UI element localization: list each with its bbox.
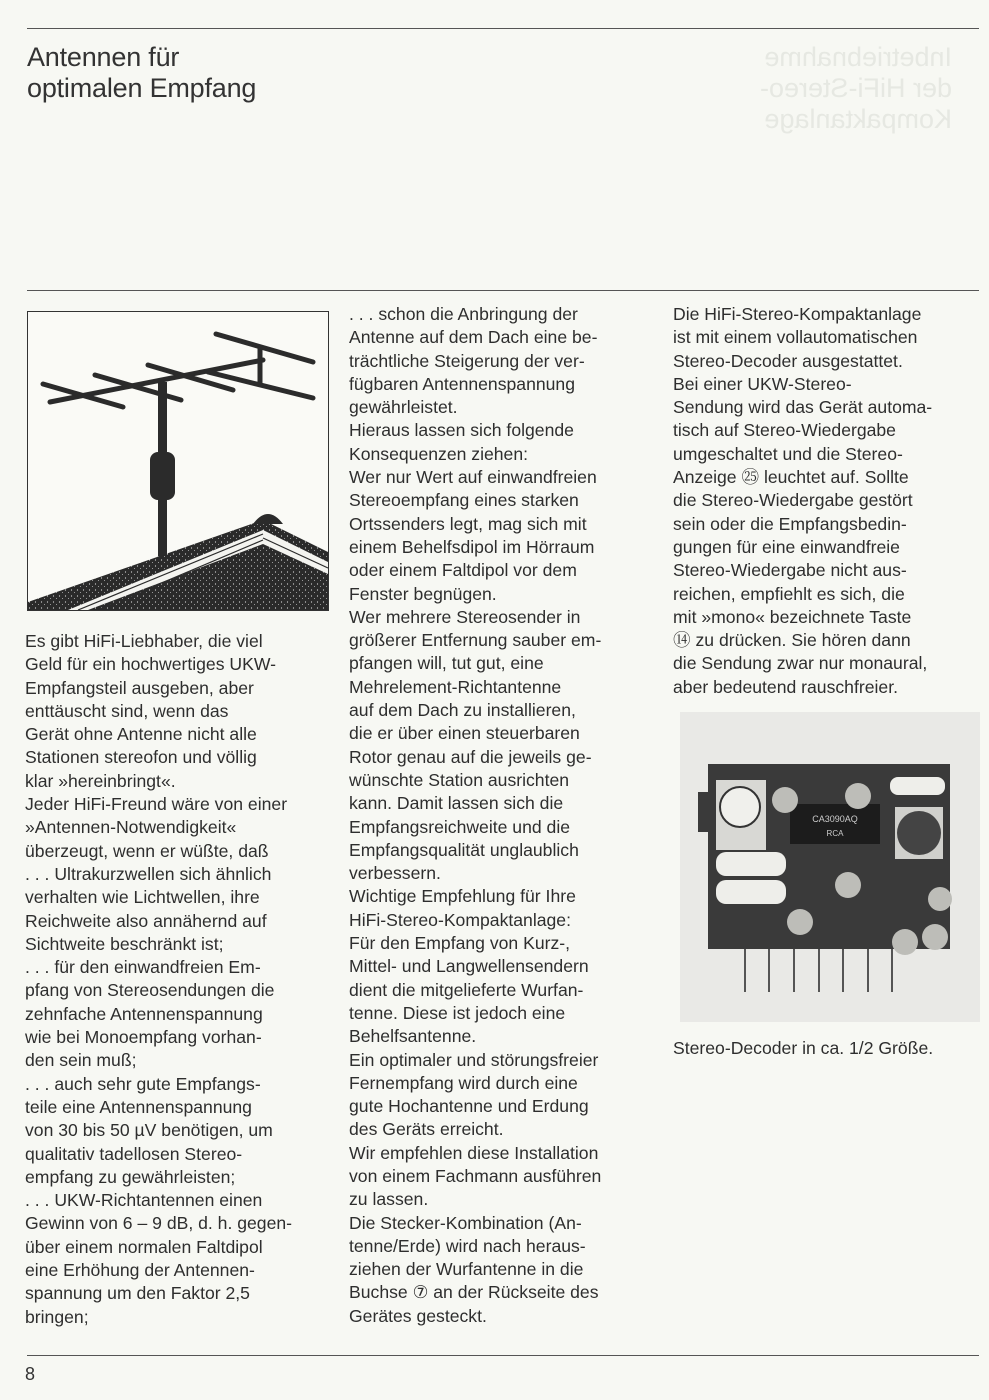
text-line: Wir empfehlen diese Installation [349,1142,599,1163]
chip-sub-label: RCA [826,829,844,838]
text-line: pfangen will, tut gut, eine [349,653,544,674]
text-line: wünschte Station ausrichten [349,769,570,790]
ghost-line: Inbetriebnahme [764,42,953,72]
top-rule [27,28,979,29]
text-line: ⑭ zu drücken. Sie hören dann [673,630,911,651]
text-line: Mittel- und Langwellensendern [349,956,589,977]
text-line: teile eine Antennenspannung [25,1096,252,1117]
text-line: Konsequenzen ziehen: [349,443,529,464]
decoder-photo [680,712,980,1022]
text-line: Stereo-Wiedergabe nicht aus- [673,560,907,581]
antenna-roof-icon [28,312,328,610]
text-line: größerer Entfernung sauber em- [349,630,602,651]
title-line: optimalen Empfang [27,73,257,103]
text-line: fügbaren Antennenspannung [349,373,575,394]
text-line: ziehen der Wurfantenne in die [349,1259,584,1280]
text-line: Für den Empfang von Kurz-, [349,933,571,954]
text-line: bringen; [25,1306,89,1327]
text-line: »Antennen-Notwendigkeit« [25,817,237,838]
text-line: reichen, empfiehlt es sich, die [673,583,905,604]
text-line: Fernempfang wird durch eine [349,1072,578,1093]
text-line: eine Erhöhung der Antennen- [25,1260,255,1281]
text-line: Fenster begnügen. [349,583,497,604]
text-line: mit »mono« bezeichnete Taste [673,606,912,627]
text-line: Antenne auf dem Dach eine be- [349,327,598,348]
text-line: einem Behelfsdipol im Hörraum [349,536,595,557]
text-line: die Sendung zwar nur monaural, [673,653,928,674]
text-line: gewährleistet. [349,397,458,418]
text-line: verbessern. [349,863,441,884]
text-line: die er über einen steuerbaren [349,723,580,744]
text-line: Empfangsreichweite und die [349,816,571,837]
ghost-line: Kompaktanlage [764,104,953,134]
title-line: Antennen für [27,42,180,72]
chip-label: CA3090AQ [812,814,858,824]
text-line: Geld für ein hochwertiges UKW- [25,654,276,675]
text-line: dient die mitgelieferte Wurfan- [349,979,584,1000]
text-line: oder einem Faltdipol vor dem [349,560,577,581]
text-line: sein oder die Empfangsbedin- [673,513,907,534]
text-line: Behelfsantenne. [349,1026,477,1047]
ghost-line: der HiFi-Stereo- [760,73,953,103]
text-line: . . . auch sehr gute Empfangs- [25,1073,261,1094]
text-line: überzeugt, wenn er wüßte, daß [25,840,269,861]
text-line: Gerätes gesteckt. [349,1305,487,1326]
figure-caption: Stereo-Decoder in ca. 1/2 Größe. [673,1038,934,1058]
text-line: Buchse ⑦ an der Rückseite des [349,1282,599,1303]
text-line: aber bedeutend rauschfreier. [673,676,898,697]
section-rule [27,290,979,291]
text-line: Reichweite also annähernd auf [25,910,267,931]
text-line: pfang von Stereosendungen die [25,980,275,1001]
text-line: wie bei Monoempfang vorhan- [25,1027,262,1048]
text-line: Wichtige Empfehlung für Ihre [349,886,576,907]
text-column-1 [25,630,335,1329]
text-line: Jeder HiFi-Freund wäre von einer [25,794,288,815]
text-line: Sichtweite beschränkt ist; [25,933,224,954]
text-line: zehnfache Antennenspannung [25,1003,263,1024]
text-line: Rotor genau auf die jeweils ge- [349,746,592,767]
text-line: Mehrelement-Richtantenne [349,676,562,697]
text-line: den sein muß; [25,1050,137,1071]
text-line: Gewinn von 6 – 9 dB, d. h. gegen- [25,1213,293,1234]
text-line: HiFi-Stereo-Kompaktanlage: [349,909,571,930]
text-line: Sendung wird das Gerät automa- [673,397,933,418]
text-column-2 [349,303,659,1328]
text-line: Es gibt HiFi-Liebhaber, die viel [25,631,263,651]
text-line: Wer mehrere Stereosender in [349,606,581,627]
text-line: zu lassen. [349,1189,429,1210]
text-line: des Geräts erreicht. [349,1119,504,1140]
text-line: Ein optimaler und störungsfreier [349,1049,599,1070]
text-line: . . . für den einwandfreien Em- [25,957,261,978]
circuit-board-icon [680,712,980,1022]
text-line: über einem normalen Faltdipol [25,1236,263,1257]
text-line: enttäuscht sind, wenn das [25,700,229,721]
text-line: von 30 bis 50 µV benötigen, um [25,1120,273,1141]
text-line: Wer nur Wert auf einwandfreien [349,467,597,488]
text-line: Empfangsteil ausgeben, aber [25,677,254,698]
text-line: Anzeige ㉕ leuchtet auf. Sollte [673,467,909,488]
bottom-rule [27,1355,979,1356]
text-line: auf dem Dach zu installieren, [349,700,576,721]
text-line: empfang zu gewährleisten; [25,1166,236,1187]
text-line: . . . Ultrakurzwellen sich ähnlich [25,863,272,884]
antenna-illustration [27,311,329,611]
text-line: die Stereo-Wiedergabe gestört [673,490,913,511]
text-line: Empfangsqualität unglaublich [349,839,579,860]
text-line: umgeschaltet und die Stereo- [673,443,903,464]
text-line: tenne. Diese ist jedoch eine [349,1002,566,1023]
text-line: klar »hereinbringt«. [25,770,176,791]
bleed-through-text [760,42,952,135]
page-title [27,42,256,104]
text-line: Die Stecker-Kombination (An- [349,1212,582,1233]
text-line: verhalten wie Lichtwellen, ihre [25,887,260,908]
text-column-3 [673,303,983,699]
text-line: trächtliche Steigerung der ver- [349,350,585,371]
text-line: . . . UKW-Richtantennen einen [25,1190,263,1211]
text-line: von einem Fachmann ausführen [349,1165,602,1186]
text-line: Stationen stereofon und völlig [25,747,257,768]
text-line: gungen für eine einwandfreie [673,536,900,557]
text-line: spannung um den Faktor 2,5 [25,1283,250,1304]
text-line: ist mit einem vollautomatischen [673,327,918,348]
text-line: . . . schon die Anbringung der [349,304,578,324]
text-line: Gerät ohne Antenne nicht alle [25,724,257,745]
text-line: gute Hochantenne und Erdung [349,1096,589,1117]
text-line: Stereo-Decoder ausgestattet. [673,350,903,371]
text-line: kann. Damit lassen sich die [349,793,564,814]
text-line: qualitativ tadellosen Stereo- [25,1143,243,1164]
text-line: Hieraus lassen sich folgende [349,420,574,441]
text-line: tenne/Erde) wird nach heraus- [349,1235,586,1256]
text-line: tisch auf Stereo-Wiedergabe [673,420,896,441]
text-line: Die HiFi-Stereo-Kompaktanlage [673,304,922,324]
text-line: Ortssenders legt, mag sich mit [349,513,587,534]
page-number: 8 [25,1364,36,1384]
text-line: Bei einer UKW-Stereo- [673,373,852,394]
text-line: Stereoempfang eines starken [349,490,579,511]
